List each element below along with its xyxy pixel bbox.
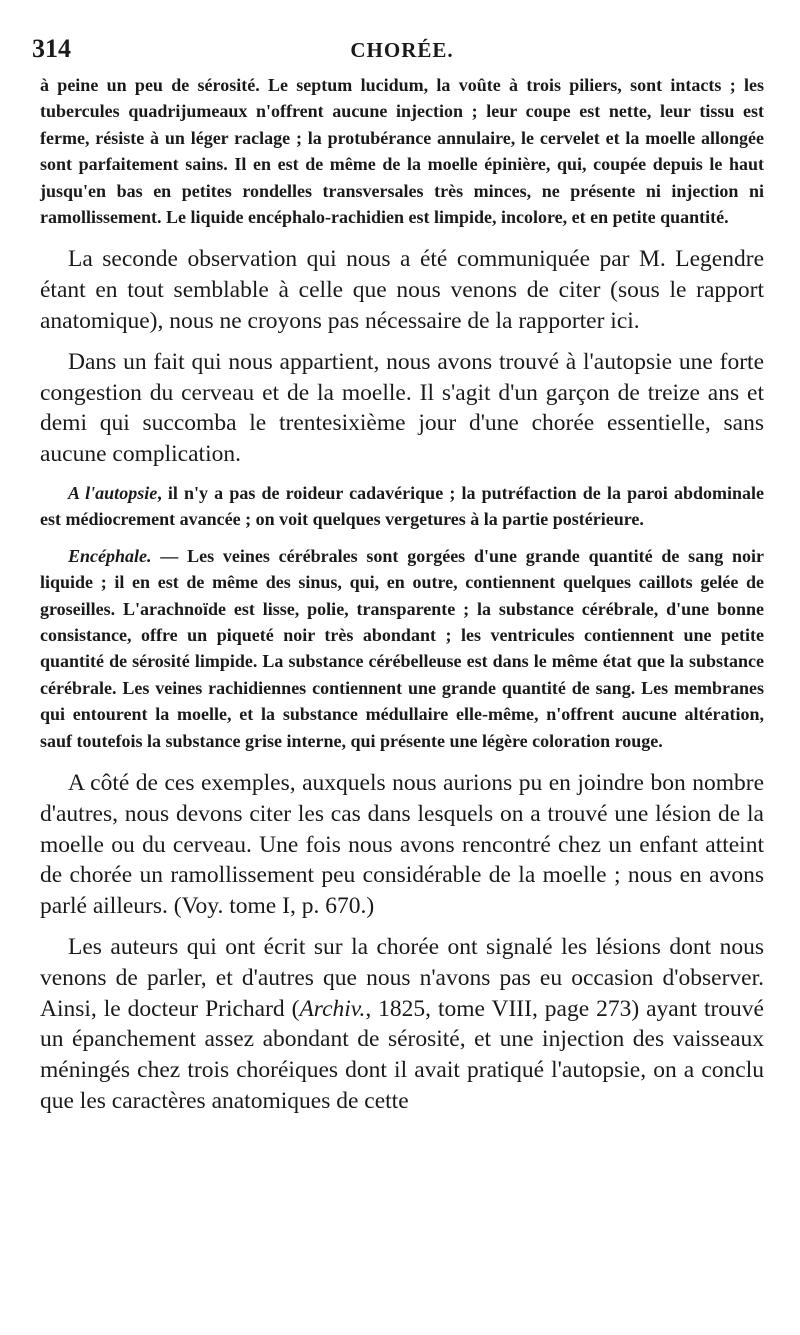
paragraph-lesions-examples: A côté de ces exemples, auxquels nous aurions pu en joindre bon nombre d'autres, nous devons citer les cas dans lesquels on a trouvé une lésion de la moelle ou du cerveau. Une fois nous avons rencontré chez un enfant atteint de chorée un ramollissement peu considérable de la moelle ; nous en avons parlé ailleurs. (Voy. tome I, p. 670.) <box>40 770 764 920</box>
authors-text-a: Les auteurs qui ont écrit sur la chorée ont signalé les lésions dont nous venons de parler, et d'autres que nous n'avons pas eu occasion d'observer. Ainsi, le docteur Prichard ( <box>40 934 764 1022</box>
encephale-paragraph <box>40 543 764 754</box>
observation-continued: à peine un peu de sérosité. Le septum lucidum, la voûte à trois piliers, sont intacts ; les tubercules quadrijumeaux n'offrent aucune injection ; leur coupe est nette, leur tissu est ferme, résiste à un léger raclage ; la protubérance annulaire, le cervelet et la moelle allongée sont parfaitement sains. Il en est de même de la moelle épinière, qui, coupée depuis le haut jusqu'en bas en petites rondelles transversales très minces, ne présente ni injection ni ramollissement. Le liquide encéphalo-rachidien est limpide, incolore, et en petite quantité. <box>40 75 764 228</box>
autopsy-lead: A l'autopsie <box>68 483 158 504</box>
archiv-citation: Archiv. <box>299 995 366 1022</box>
running-title: CHORÉE. <box>350 38 454 62</box>
encephale-lead: Encéphale. <box>68 545 152 566</box>
encephale-text: — Les veines cérébrales sont gorgées d'une grande quantité de sang noir liquide ; il en est de même des sinus, qui, en outre, contiennent quelques caillots gelée de groseilles. L'arachnoïde est lisse, polie, transparente ; la substance cérébrale, d'une bonne consistance, offre un piqueté noir très abondant ; les ventricules contiennent une petite quantité de sérosité limpide. La substance cérébelleuse est dans le même état que la substance cérébrale. Les veines rachidiennes contiennent une grande quantité de sang. Les membranes qui entourent la moelle, et la substance médullaire elle-même, n'offrent aucune altération, sauf toutefois la substance grise interne, qui présente une légère coloration rouge. <box>40 545 764 751</box>
authors-text-b: , 1825, tome VIII, page 273) ayant trouvé un épanchement assez abondant de sérosité, et une injection des vaisseaux méningés chez trois choréiques dont il avait pratiqué l'autopsie, on a conclu que les caractères anatomiques de cette <box>40 995 764 1115</box>
paragraph-authors <box>40 932 764 1117</box>
paragraph-second-observation: La seconde observation qui nous a été communiquée par M. Legendre étant en tout semblable à celle que nous venons de citer (sous le rapport anatomique), nous ne croyons pas nécessaire de la rapporter ici. <box>40 246 764 335</box>
autopsy-paragraph <box>40 480 764 533</box>
page-number: 314 <box>32 34 71 63</box>
paragraph-own-case: Dans un fait qui nous appartient, nous avons trouvé à l'autopsie une forte congestion du cerveau et de la moelle. Il s'agit d'un garçon de treize ans et demi qui succomba le trentesixième jour d'une chorée essentielle, sans aucune complication. <box>40 348 764 468</box>
page-header <box>32 30 764 72</box>
autopsy-text: , il n'y a pas de roideur cadavérique ; la putréfaction de la paroi abdominale est médiocrement avancée ; on voit quelques vergetures à la partie postérieure. <box>40 483 764 530</box>
